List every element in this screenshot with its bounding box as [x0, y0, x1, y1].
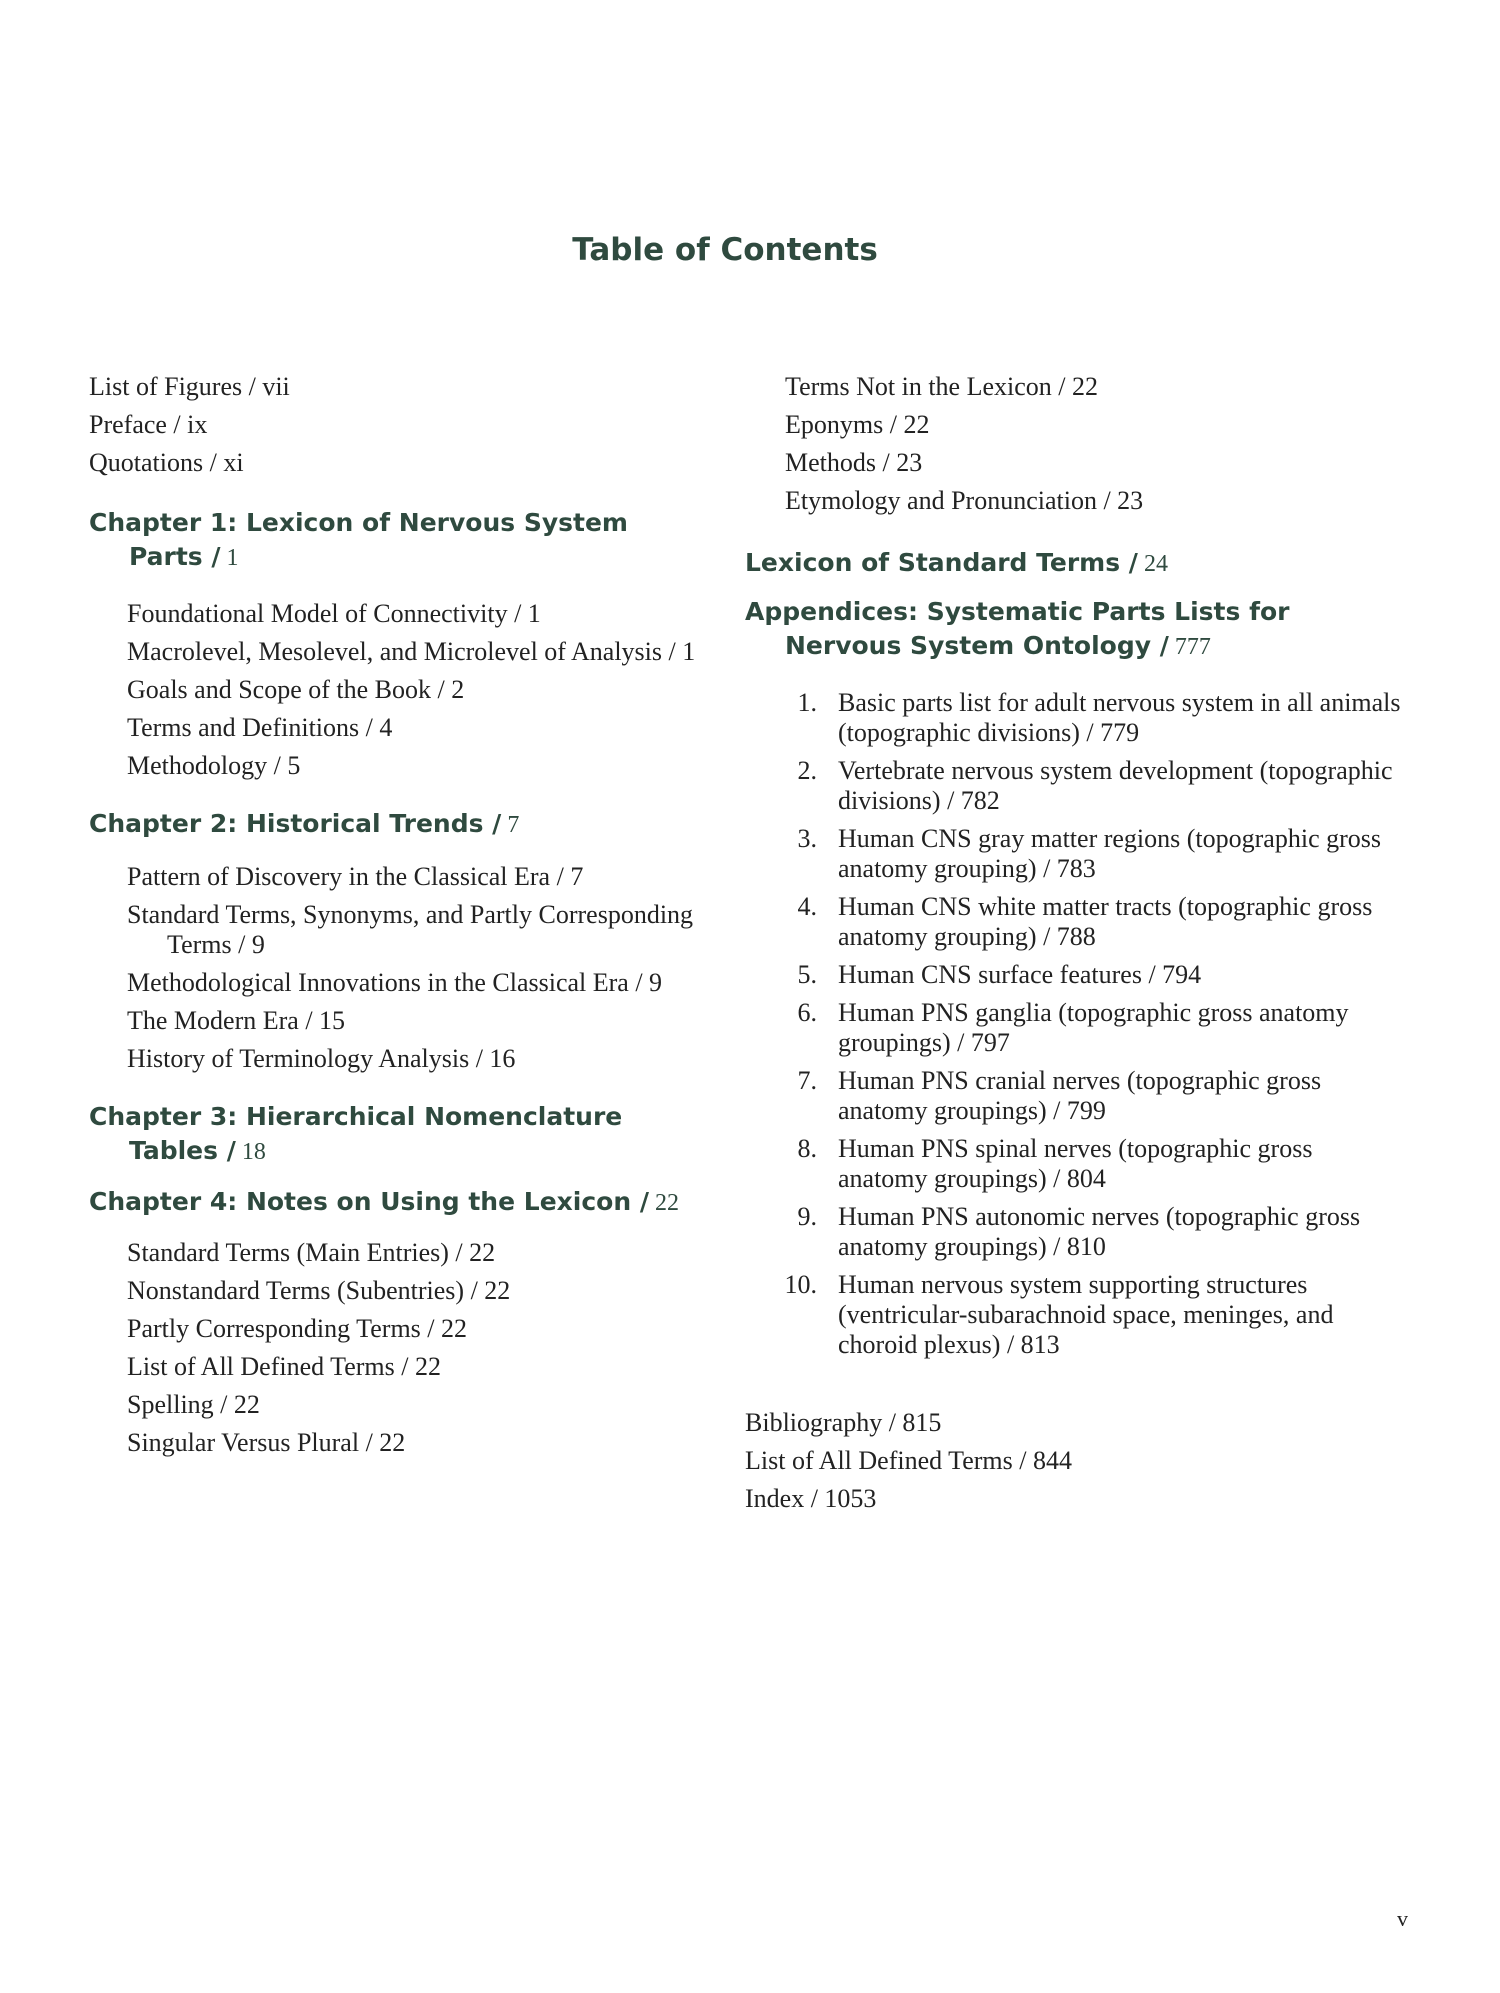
appendix-number: 6.: [797, 998, 817, 1027]
toc-entry-list-of-all-defined-terms[interactable]: List of All Defined Terms / 844: [745, 1446, 1072, 1475]
toc-entry[interactable]: History of Terminology Analysis / 16: [127, 1044, 516, 1073]
appendix-title: Human CNS white matter tracts (topographic gross anatomy grouping) / 788: [838, 892, 1373, 951]
page-title: Table of Contents: [572, 232, 878, 268]
appendix-number: 1.: [797, 688, 817, 717]
appendix-title: Human PNS spinal nerves (topographic gross anatomy groupings) / 804: [838, 1134, 1313, 1193]
lexicon-heading[interactable]: [745, 546, 1405, 581]
toc-entry-index[interactable]: Index / 1053: [745, 1484, 877, 1513]
toc-entry[interactable]: Nonstandard Terms (Subentries) / 22: [127, 1276, 511, 1305]
appendices-title: Appendices: Systematic Parts Lists for Nervous System Ontology /: [745, 597, 1290, 660]
toc-entry[interactable]: Macrolevel, Mesolevel, and Microlevel of Analysis / 1: [127, 637, 696, 666]
appendix-title: Human PNS ganglia (topographic gross anatomy groupings) / 797: [838, 998, 1349, 1057]
toc-right-column: [745, 372, 1405, 1522]
toc-entry[interactable]: Foundational Model of Connectivity / 1: [127, 599, 541, 628]
toc-entry[interactable]: Standard Terms (Main Entries) / 22: [127, 1238, 496, 1267]
appendix-number: 9.: [797, 1202, 817, 1231]
toc-entry-quotations[interactable]: Quotations / xi: [89, 448, 244, 477]
appendix-item[interactable]: [745, 1202, 1405, 1262]
toc-entry-bibliography[interactable]: Bibliography / 815: [745, 1408, 942, 1437]
page-number: v: [1397, 1906, 1408, 1931]
chapter-3-heading[interactable]: [89, 1100, 709, 1169]
toc-entry[interactable]: Singular Versus Plural / 22: [127, 1428, 406, 1457]
toc-entry[interactable]: List of All Defined Terms / 22: [127, 1352, 441, 1381]
appendix-item[interactable]: [745, 1270, 1405, 1360]
appendix-item[interactable]: [745, 998, 1405, 1058]
chapter-3-title: Chapter 3: Hierarchical Nomenclature Tables /: [89, 1102, 623, 1165]
appendix-item[interactable]: [745, 756, 1405, 816]
toc-entry[interactable]: Methodological Innovations in the Classical Era / 9: [127, 968, 663, 997]
appendix-item[interactable]: [745, 960, 1405, 990]
toc-entry[interactable]: Etymology and Pronunciation / 23: [785, 486, 1144, 515]
chapter-3-page: 18: [235, 1139, 266, 1165]
appendix-number: 3.: [797, 824, 817, 853]
appendix-item[interactable]: [745, 824, 1405, 884]
toc-entry[interactable]: Spelling / 22: [127, 1390, 260, 1419]
appendix-number: 7.: [797, 1066, 817, 1095]
toc-entry[interactable]: The Modern Era / 15: [127, 1006, 346, 1035]
appendix-number: 2.: [797, 756, 817, 785]
chapter-4-heading[interactable]: [89, 1185, 709, 1220]
chapter-1-title: Chapter 1: Lexicon of Nervous System Parts /: [89, 508, 628, 571]
lexicon-page: 24: [1137, 551, 1168, 577]
toc-entry[interactable]: Goals and Scope of the Book / 2: [127, 675, 465, 704]
appendix-title: Human nervous system supporting structures (ventricular-subarachnoid space, meninges, and choroid plexus) / 813: [838, 1270, 1334, 1359]
appendix-item[interactable]: [745, 688, 1405, 748]
toc-left-column: [89, 372, 709, 1466]
appendix-title: Human CNS surface features / 794: [838, 960, 1202, 989]
appendix-title: Human PNS autonomic nerves (topographic gross anatomy groupings) / 810: [838, 1202, 1361, 1261]
back-matter: [745, 1408, 1405, 1514]
appendix-title: Vertebrate nervous system development (topographic divisions) / 782: [838, 756, 1393, 815]
toc-entry[interactable]: Methodology / 5: [127, 751, 301, 780]
toc-entry[interactable]: Terms Not in the Lexicon / 22: [785, 372, 1099, 401]
appendix-title: Basic parts list for adult nervous system in all animals (topographic divisions) / 779: [838, 688, 1401, 747]
toc-entry[interactable]: Terms and Definitions / 4: [127, 713, 393, 742]
appendix-item[interactable]: [745, 892, 1405, 952]
appendix-number: 5.: [797, 960, 817, 989]
toc-entry[interactable]: Methods / 23: [785, 448, 923, 477]
appendix-number: 10.: [784, 1270, 817, 1299]
appendix-number: 4.: [797, 892, 817, 921]
appendices-heading[interactable]: [745, 595, 1405, 664]
appendix-title: Human PNS cranial nerves (topographic gross anatomy groupings) / 799: [838, 1066, 1322, 1125]
chapter-2-title: Chapter 2: Historical Trends /: [89, 809, 502, 838]
chapter-1-heading[interactable]: [89, 506, 709, 575]
chapter-2-heading[interactable]: [89, 807, 709, 842]
chapter-1-page: 1: [220, 545, 239, 571]
toc-entry[interactable]: Partly Corresponding Terms / 22: [127, 1314, 468, 1343]
toc-entry[interactable]: Eponyms / 22: [785, 410, 930, 439]
appendix-number: 8.: [797, 1134, 817, 1163]
appendix-item[interactable]: [745, 1066, 1405, 1126]
toc-entry-list-of-figures[interactable]: List of Figures / vii: [89, 372, 290, 401]
toc-entry[interactable]: Pattern of Discovery in the Classical Era / 7: [127, 862, 584, 891]
chapter-4-page: 22: [648, 1190, 679, 1216]
chapter-4-title: Chapter 4: Notes on Using the Lexicon /: [89, 1187, 649, 1216]
chapter-2-page: 7: [501, 812, 520, 838]
lexicon-title: Lexicon of Standard Terms /: [745, 548, 1138, 577]
appendix-title: Human CNS gray matter regions (topographic gross anatomy grouping) / 783: [838, 824, 1382, 883]
appendix-list: [745, 688, 1405, 1360]
appendices-page: 777: [1168, 634, 1211, 660]
toc-entry[interactable]: Standard Terms, Synonyms, and Partly Corresponding Terms / 9: [127, 900, 694, 959]
appendix-item[interactable]: [745, 1134, 1405, 1194]
toc-entry-preface[interactable]: Preface / ix: [89, 410, 208, 439]
